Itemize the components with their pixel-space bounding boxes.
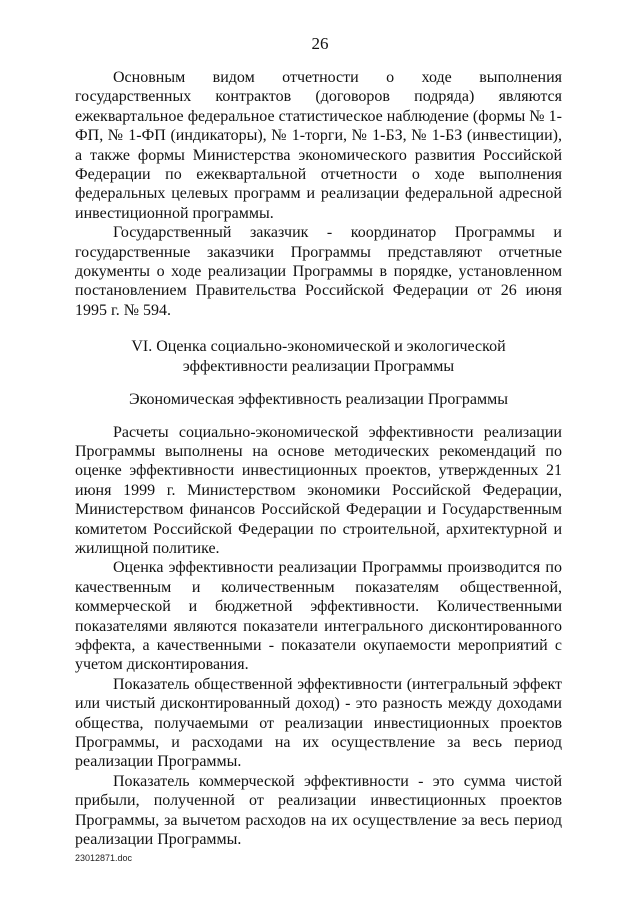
paragraph-reporting-documents: Государственный заказчик - координатор Программы и государственные заказчики Программы представляют отчетные документы о ходе реализации Программы в порядке, установленном постановлением Правительства Российской Федерации от 26 июня 1995 г. № 594. xyxy=(75,224,562,319)
paragraph-commercial-efficiency: Показатель коммерческой эффективности - это сумма чистой прибыли, полученной от реализации инвестиционных проектов Программы, за вычетом расходов на их осуществление за весь период реализации Программы. xyxy=(75,772,562,849)
document-id-footer: 23012871.doc xyxy=(75,853,133,863)
sub-heading: Экономическая эффективность реализации Программы xyxy=(128,391,509,409)
paragraph-calculations: Расчеты социально-экономической эффективности реализации Программы выполнены на основе методических рекомендаций по оценке эффективности инвестиционных проектов, утвержденных 21 июня 1999 г. Министерством экономики Российской Федерации, Министерством финансов Российской Федерации и Государственным комитетом Российской Федерации по строительной, архитектурной и жилищной политике. xyxy=(75,423,562,557)
section-heading-line-2: эффективности реализации Программы xyxy=(182,357,455,375)
section-heading xyxy=(75,337,562,376)
paragraph-reporting-forms: Основным видом отчетности о ходе выполнения государственных контрактов (договоров подряда) являются ежеквартальное федеральное статистическое наблюдение (формы № 1-ФП, № 1-ФП (индикаторы), № 1-торги, № 1-БЗ, № 1-БЗ (инвестиции), а также формы Министерства экономического развития Российской Федерации по ежеквартальной отчетности о ходе выполнения федеральных целевых программ и реализации федеральной адресной инвестиционной программы. xyxy=(75,69,562,222)
paragraph-evaluation-indicators: Оценка эффективности реализации Программы производится по качественным и количественным показателям общественной, коммерческой и бюджетной эффективности. Количественными показателями являются показатели интегрального дисконтированного эффекта, а качественными - показатели окупаемости мероприятий с учетом дисконтирования. xyxy=(75,559,562,674)
paragraph-public-efficiency: Показатель общественной эффективности (интегральный эффект или чистый дисконтированный доход) - это разность между доходами общества, получаемыми от реализации инвестиционных проектов Программы, и расходами на их осуществление за весь период реализации Программы. xyxy=(75,675,562,771)
section-heading-line-1: VI. Оценка социально-экономической и экологической xyxy=(131,338,506,356)
document-body xyxy=(75,68,562,849)
page-number: 26 xyxy=(311,34,329,53)
